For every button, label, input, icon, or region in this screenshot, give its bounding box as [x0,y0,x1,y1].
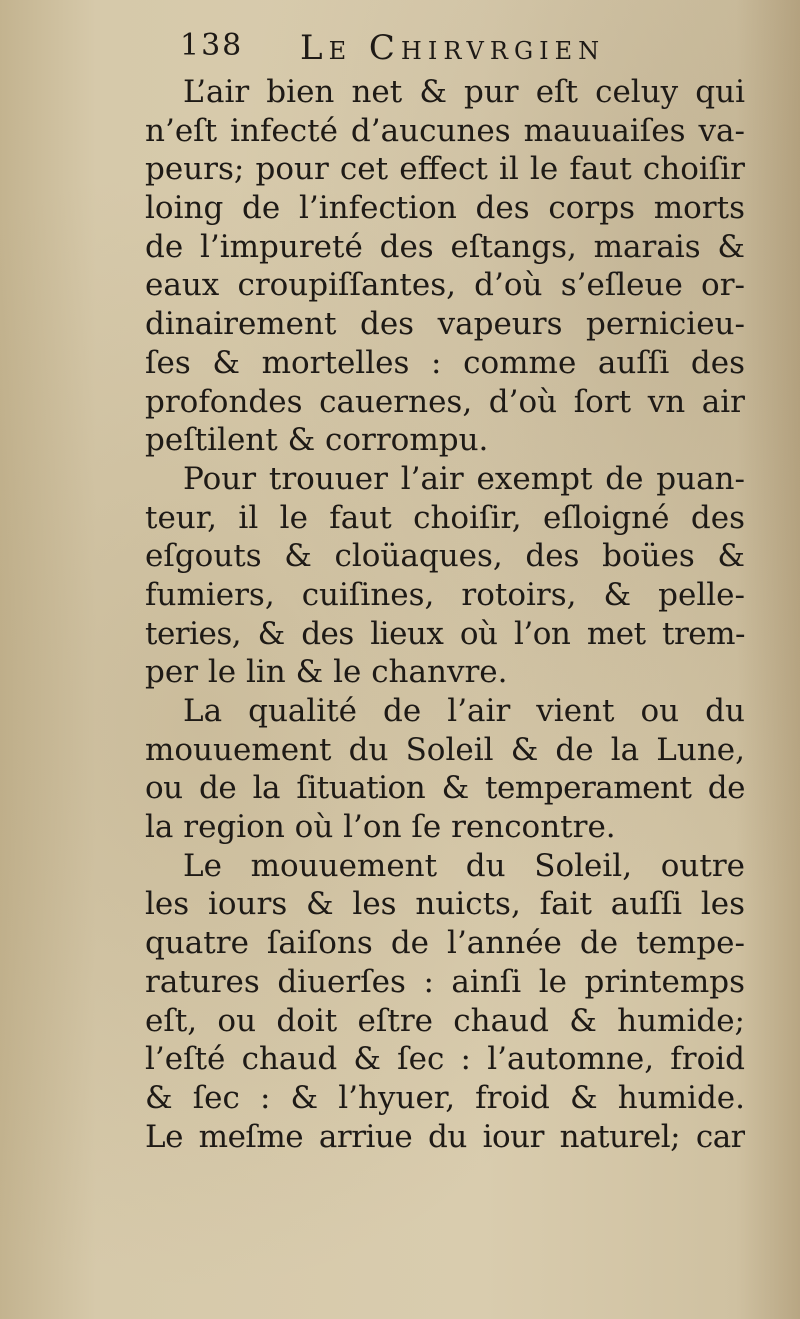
text-line: ſes & mortelles : comme auſſi des [145,344,745,381]
text-line: de l’impureté des eſtangs, marais & [145,228,745,265]
page-number: 138 [180,28,244,63]
text-line: & ſec : & l’hyuer, froid & humide. [145,1079,745,1116]
text-line: fumiers, cuiſines, rotoirs, & pelle- [145,576,745,613]
text-line: teries, & des lieux où l’on met trem- [145,615,745,652]
page-header [180,28,680,74]
text-line: La qualité de l’air vient ou du [183,693,745,729]
text-line: eſt, ou doit eſtre chaud & humide; [145,1002,745,1039]
text-line: teur, il le faut choiſir, eſloigné des [145,499,745,536]
text-line: peurs; pour cet effect il le faut choiſir [145,151,745,188]
text-line: eaux croupiſſantes, d’où s’eſleue or- [145,267,745,304]
text-line: Pour trouuer l’air exempt de puan- [183,460,745,497]
body-text [145,73,745,1156]
text-line: l’eſté chaud & ſec : l’automne, froid [145,1041,745,1078]
text-line: ou de la ſituation & temperament de [145,770,745,807]
text-line: Le mouuement du Soleil, outre [183,847,745,884]
text-line: Le meſme arriue du iour naturel; car [145,1118,745,1155]
text-line: n’eſt infecté d’aucunes mauuaiſes va- [145,112,745,149]
text-line: L’air bien net & pur eſt celuy qui [183,74,745,110]
text-line: loing de l’infection des corps morts [145,190,745,227]
text-line: la region où l’on ſe rencontre. [145,809,616,846]
text-line: quatre ſaiſons de l’année de tempe- [145,925,745,962]
running-head: Le Chirvrgien [300,28,606,68]
text-line: eſgouts & cloüaques, des boües & [145,538,745,575]
text-line: profondes cauernes, d’où ſort vn air [145,383,745,420]
text-line: ratures diuerſes : ainſi le printemps [145,963,745,1000]
text-line: peſtilent & corrompu. [145,422,489,459]
text-line: les iours & les nuicts, fait auſſi les [145,886,745,923]
text-line: dinairement des vapeurs pernicieu- [145,306,745,343]
text-line: per le lin & le chanvre. [145,654,508,691]
text-line: mouuement du Soleil & de la Lune, [145,731,745,768]
